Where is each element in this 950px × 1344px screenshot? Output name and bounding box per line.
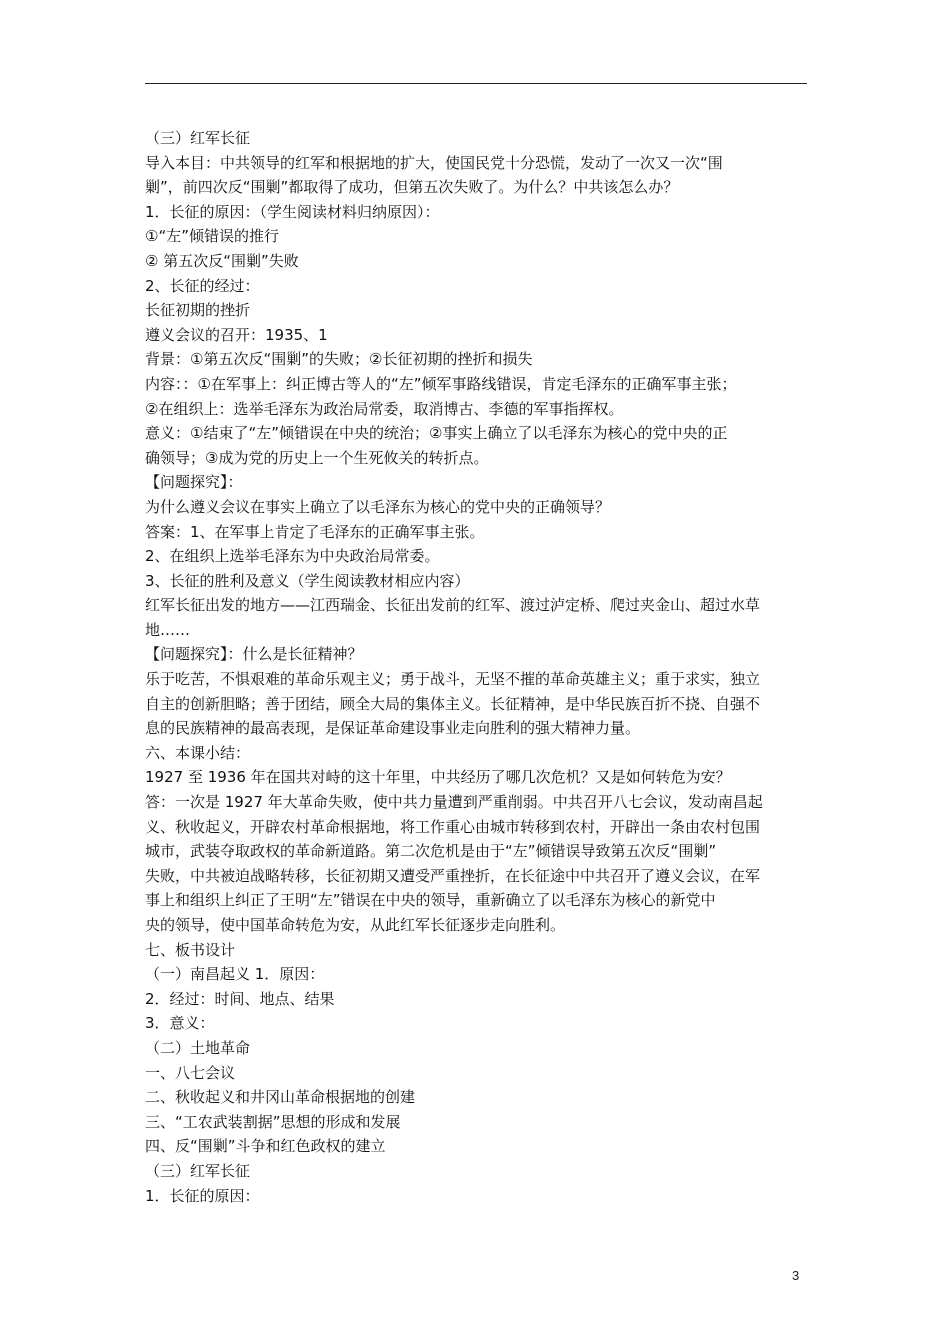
text-line: 二、秋收起义和井冈山革命根据地的创建 bbox=[145, 1088, 416, 1107]
text-line: 答案：1、在军事上肯定了毛泽东的正确军事主张。 bbox=[145, 522, 485, 541]
text-line: 长征初期的挫折 bbox=[145, 301, 251, 320]
header-rule bbox=[145, 83, 807, 84]
text-line: 息的民族精神的最高表现，是保证革命建设事业走向胜利的强大精神力量。 bbox=[145, 719, 641, 738]
text-line: 三、“工农武装割据”思想的形成和发展 bbox=[145, 1112, 401, 1131]
text-line: （三）红军长征 bbox=[145, 129, 251, 147]
text-line: 乐于吃苦，不惧艰难的革命乐观主义；勇于战斗，无坚不摧的革命英雄主义；重于求实，独立 bbox=[145, 670, 761, 689]
text-line: 城市，武装夺取政权的革命新道路。第二次危机是由于“左”倾错误导致第五次反“围剿” bbox=[145, 842, 717, 861]
text-line: 内容：：①在军事上：纠正博古等人的“左”倾军事路线错误，肯定毛泽东的正确军事主张； bbox=[145, 374, 737, 393]
text-line: 1．长征的原因： bbox=[145, 1186, 260, 1205]
text-line: （二）土地革命 bbox=[145, 1038, 251, 1057]
text-line: 义、秋收起义，开辟农村革命根据地，将工作重心由城市转移到农村，开辟出一条由农村包围 bbox=[145, 817, 761, 836]
text-line: 【问题探究】： bbox=[145, 473, 243, 492]
text-line: 剿”，前四次反“围剿”都取得了成功，但第五次失败了。为什么？中共该怎么办？ bbox=[145, 178, 679, 197]
text-line: 导入本目：中共领导的红军和根据地的扩大，使国民党十分恐慌，发动了一次又一次“围 bbox=[145, 153, 723, 172]
text-line: 红军长征出发的地方——江西瑞金、长征出发前的红军、渡过泸定桥、爬过夹金山、超过水草 bbox=[145, 596, 761, 615]
text-line: 意义：①结束了“左”倾错误在中央的统治；②事实上确立了以毛泽东为核心的党中央的正 bbox=[145, 424, 728, 443]
page-number: 3 bbox=[792, 1268, 800, 1283]
text-line: 遵义会议的召开：1935、1 bbox=[145, 325, 328, 344]
text-line: 背景：①第五次反“围剿”的失败；②长征初期的挫折和损失 bbox=[145, 350, 533, 369]
text-line: ②在组织上：选举毛泽东为政治局常委，取消博古、李德的军事指挥权。 bbox=[145, 399, 624, 418]
text-line: 央的领导，使中国革命转危为安，从此红军长征逐步走向胜利。 bbox=[145, 916, 566, 934]
text-line: ①“左”倾错误的推行 bbox=[145, 227, 279, 246]
text-line: 四、反“围剿”斗争和红色政权的建立 bbox=[145, 1137, 386, 1156]
text-line: 2、长征的经过： bbox=[145, 276, 260, 295]
text-line: （三）红军长征 bbox=[145, 1161, 251, 1180]
text-line: 六、本课小结： bbox=[145, 743, 251, 762]
text-line: 七、板书设计 bbox=[145, 940, 236, 959]
document-body bbox=[145, 126, 807, 1208]
text-line: 为什么遵义会议在事实上确立了以毛泽东为核心的党中央的正确领导？ bbox=[145, 497, 611, 516]
text-line: 3、长征的胜利及意义（学生阅读教材相应内容） bbox=[145, 571, 470, 590]
text-line: 事上和组织上纠正了王明“左”错误在中央的领导，重新确立了以毛泽东为核心的新党中 bbox=[145, 891, 716, 910]
text-line: 【问题探究】：什么是长征精神？ bbox=[145, 645, 363, 664]
text-line: 一、八七会议 bbox=[145, 1063, 236, 1082]
text-line: ② 第五次反“围剿”失败 bbox=[145, 251, 299, 270]
text-line: 确领导；③成为党的历史上一个生死攸关的转折点。 bbox=[145, 448, 489, 467]
text-line: 答：一次是 1927 年大革命失败，使中共力量遭到严重削弱。中共召开八七会议，发动南昌起 bbox=[145, 793, 763, 812]
text-line: 2、在组织上选举毛泽东为中央政治局常委。 bbox=[145, 547, 440, 566]
text-line: 地…… bbox=[145, 620, 191, 639]
text-line: 1．长征的原因：（学生阅读材料归纳原因）： bbox=[145, 202, 440, 221]
text-line: 失败，中共被迫战略转移，长征初期又遭受严重挫折，在长征途中中共召开了遵义会议，在军 bbox=[145, 866, 761, 885]
text-line: 3．意义： bbox=[145, 1014, 215, 1033]
text-line: 2．经过：时间、地点、结果 bbox=[145, 989, 335, 1008]
text-line: 自主的创新胆略；善于团结，顾全大局的集体主义。长征精神，是中华民族百折不挠、自强不 bbox=[145, 694, 761, 713]
text-line: （一）南昌起义 1．原因： bbox=[145, 965, 325, 984]
text-line: 1927 至 1936 年在国共对峙的这十年里，中共经历了哪几次危机？又是如何转危为安？ bbox=[145, 768, 731, 787]
